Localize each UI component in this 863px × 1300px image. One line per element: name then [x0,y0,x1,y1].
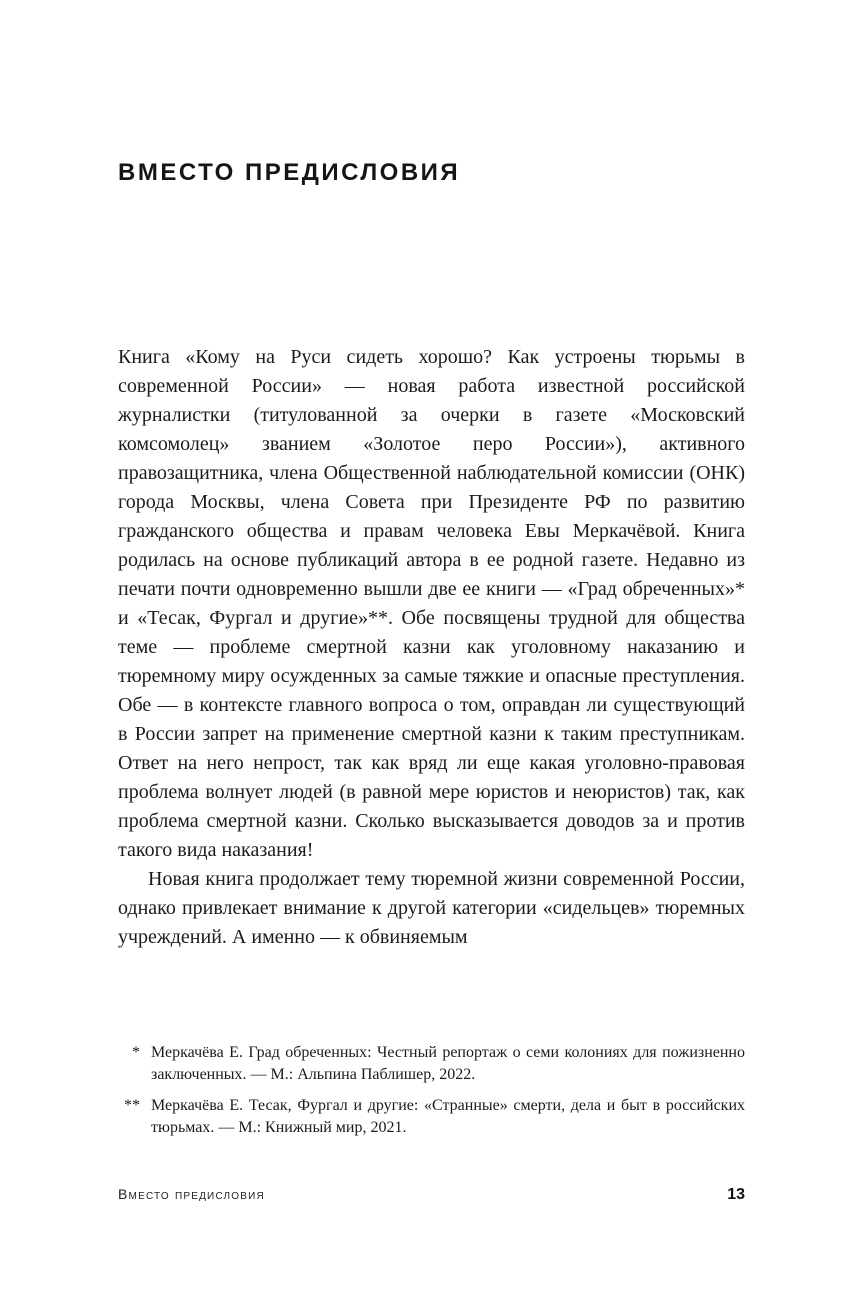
paragraph: Книга «Кому на Руси сидеть хорошо? Как устроены тюрьмы в современной России» — новая работа известной российской журналистки (титулованной за очерки в газете «Московский комсомолец» званием «Золотое перо России»), активного правозащитника, члена Общественной наблюдательной комиссии (ОНК) города Москвы, члена Совета при Президенте РФ по развитию гражданского общества и правам человека Евы Меркачёвой. Книга родилась на основе публикаций автора в ее родной газете. Недавно из печати почти одновременно вышли две ее книги — «Град обреченных»* и «Тесак, Фургал и другие»**. Обе посвящены трудной для общества теме — проблеме смертной казни как уголовному наказанию и тюремному миру осужденных за самые тяжкие и опасные преступления. Обе — в контексте главного вопроса о том, оправдан ли существующий в России запрет на применение смертной казни к таким преступникам. Ответ на него непрост, так как вряд ли еще какая уголовно-правовая проблема волнует людей (в равной мере юристов и неюристов) так, как проблема смертной казни. Сколько высказывается доводов за и против такого вида наказания! [118,346,745,861]
footnote-marker: * [132,1044,140,1061]
paragraph: Новая книга продолжает тему тюремной жизни современной России, однако привлекает внимание к другой категории «сидельцев» тюремных учреждений. А именно — к обвиняемым [118,868,745,948]
footnotes-block [118,1042,745,1148]
body-text [118,343,745,952]
page-number: 13 [727,1186,745,1203]
chapter-heading: ВМЕСТО ПРЕДИСЛОВИЯ [118,159,461,187]
running-title: Вместо предисловия [118,1186,265,1202]
footnote-text: Меркачёва Е. Тесак, Фургал и другие: «Странные» смерти, дела и быт в российских тюрьмах. — М.: Книжный мир, 2021. [151,1097,745,1136]
footnote-text: Меркачёва Е. Град обреченных: Честный репортаж о семи колониях для пожизненно заключенных. — М.: Альпина Паблишер, 2022. [151,1044,745,1083]
footnote [118,1095,745,1139]
page-footer [118,1186,745,1204]
footnote-marker: ** [124,1097,140,1114]
footnote [118,1042,745,1086]
